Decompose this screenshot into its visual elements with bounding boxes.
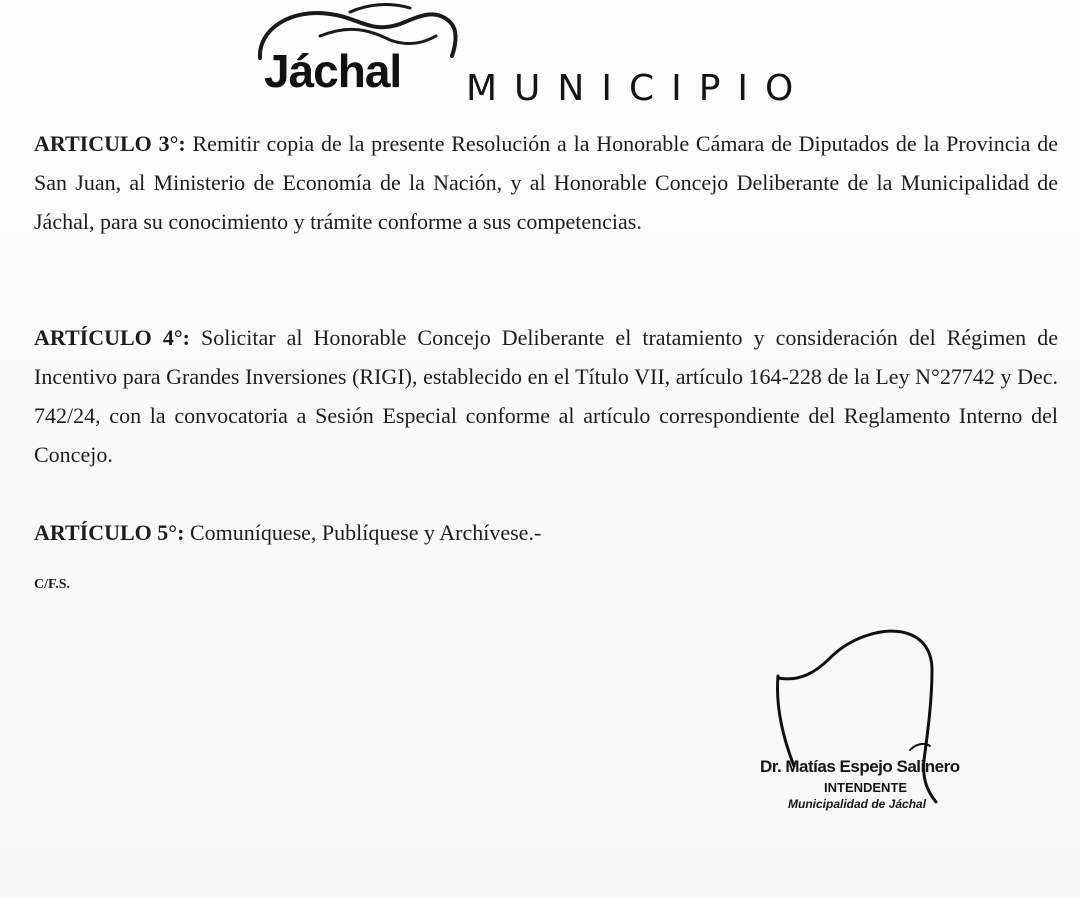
article-4-text: Solicitar al Honorable Concejo Deliberante el tratamiento y consideración del Régimen de Incentivo para Grandes Inversiones (RIGI), establecido en el Título VII, artículo 164-228 de la Ley N°27742 y Dec. 742/24, con la convocatoria a Sesión Especial conforme al artículo correspondiente del Reglamento Interno del Concejo. — [34, 325, 1058, 467]
article-5 — [34, 513, 1058, 552]
jachal-logo-text: Jáchal — [264, 45, 402, 97]
article-5-text: Comuníquese, Publíquese y Archívese.- — [184, 520, 542, 545]
article-4 — [34, 318, 1058, 474]
article-3-text: Remitir copia de la presente Resolución a la Honorable Cámara de Diputados de la Provincia de San Juan, al Ministerio de Economía de la Nación, y al Honorable Concejo Deliberante de la Municipalidad de Jáchal, para su conocimiento y trámite conforme a sus competencias. — [34, 131, 1058, 234]
signatory-name: Dr. Matías Espejo Salinero — [760, 757, 960, 776]
article-5-heading: ARTÍCULO 5°: — [34, 520, 185, 545]
signature-block — [760, 620, 1040, 820]
article-4-heading: ARTÍCULO 4°: — [34, 325, 190, 350]
article-3 — [34, 124, 1058, 241]
letterhead — [250, 0, 840, 120]
signatory-title: INTENDENTE — [824, 780, 908, 795]
initials: C/F.S. — [34, 577, 71, 592]
article-3-heading: ARTICULO 3°: — [34, 131, 186, 156]
signatory-municipality: Municipalidad de Jáchal — [788, 797, 927, 811]
municipio-heading: MUNICIPIO — [466, 68, 811, 109]
